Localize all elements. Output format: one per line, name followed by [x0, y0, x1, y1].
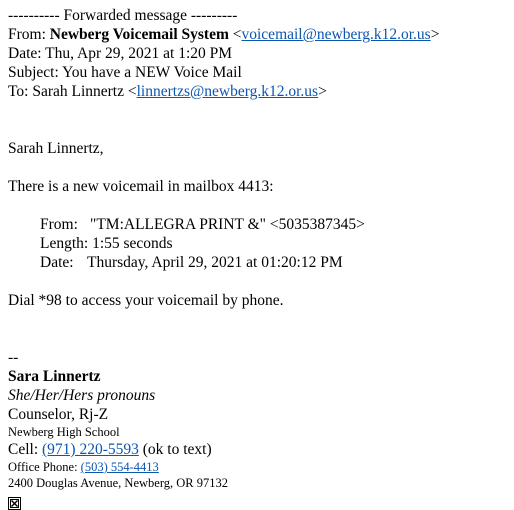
- date-line: Date: Thu, Apr 29, 2021 at 1:20 PM: [8, 45, 233, 62]
- cell-label: Cell:: [8, 441, 43, 458]
- intro-text: There is a new voicemail in mailbox 4413:: [8, 178, 274, 195]
- signature-name: Sara Linnertz: [8, 368, 101, 385]
- spacer: [8, 272, 508, 291]
- subject-line: Subject: You have a NEW Voice Mail: [8, 64, 242, 81]
- signature-school: Newberg High School: [8, 425, 120, 439]
- signature-role: Counselor, Rj-Z: [8, 406, 109, 423]
- voicemail-from-label: From:: [40, 216, 78, 233]
- from-close-bracket: >: [430, 26, 440, 43]
- office-label: Office Phone:: [8, 460, 81, 474]
- from-line: [8, 25, 508, 44]
- to-prefix: To: Sarah Linnertz <: [8, 83, 137, 100]
- to-email-link[interactable]: linnertzs@newberg.k12.or.us: [136, 83, 319, 100]
- cell-phone-link[interactable]: (971) 220-5593: [42, 441, 139, 458]
- from-email-link[interactable]: voicemail@newberg.k12.or.us: [241, 26, 431, 43]
- voicemail-date-label: Date:: [40, 254, 74, 271]
- to-line: [8, 82, 508, 101]
- from-sender-name: Newberg Voicemail System: [49, 26, 229, 43]
- to-close-bracket: >: [318, 83, 327, 100]
- voicemail-from-value: "TM:ALLEGRA PRINT &" <5035387345>: [90, 216, 365, 233]
- signature-pronouns: She/Her/Hers pronouns: [8, 387, 156, 404]
- office-phone-link[interactable]: (503) 554-4413: [80, 460, 159, 474]
- greeting: Sarah Linnertz,: [8, 140, 104, 157]
- spacer: [8, 310, 508, 348]
- signature-office-line: [8, 459, 508, 475]
- instructions-text: Dial *98 to access your voicemail by phone.: [8, 292, 284, 309]
- email-message: [8, 6, 508, 510]
- voicemail-date-line: [8, 253, 508, 272]
- cell-note: (ok to text): [138, 441, 212, 458]
- signature-cell-line: [8, 440, 508, 459]
- signature-separator: --: [8, 349, 19, 366]
- voicemail-date-value: Thursday, April 29, 2021 at 01:20:12 PM: [87, 254, 343, 271]
- spacer: [8, 101, 508, 139]
- forwarded-header-line: ---------- Forwarded message ---------: [8, 7, 238, 24]
- from-open-bracket: <: [228, 26, 242, 43]
- spacer: [8, 196, 508, 215]
- spacer: [8, 158, 508, 177]
- voicemail-from-line: [8, 215, 508, 234]
- signature-address: 2400 Douglas Avenue, Newberg, OR 97132: [8, 476, 228, 490]
- from-label: From:: [8, 26, 50, 43]
- broken-image-icon[interactable]: [8, 497, 21, 510]
- voicemail-length-line: Length: 1:55 seconds: [40, 235, 173, 252]
